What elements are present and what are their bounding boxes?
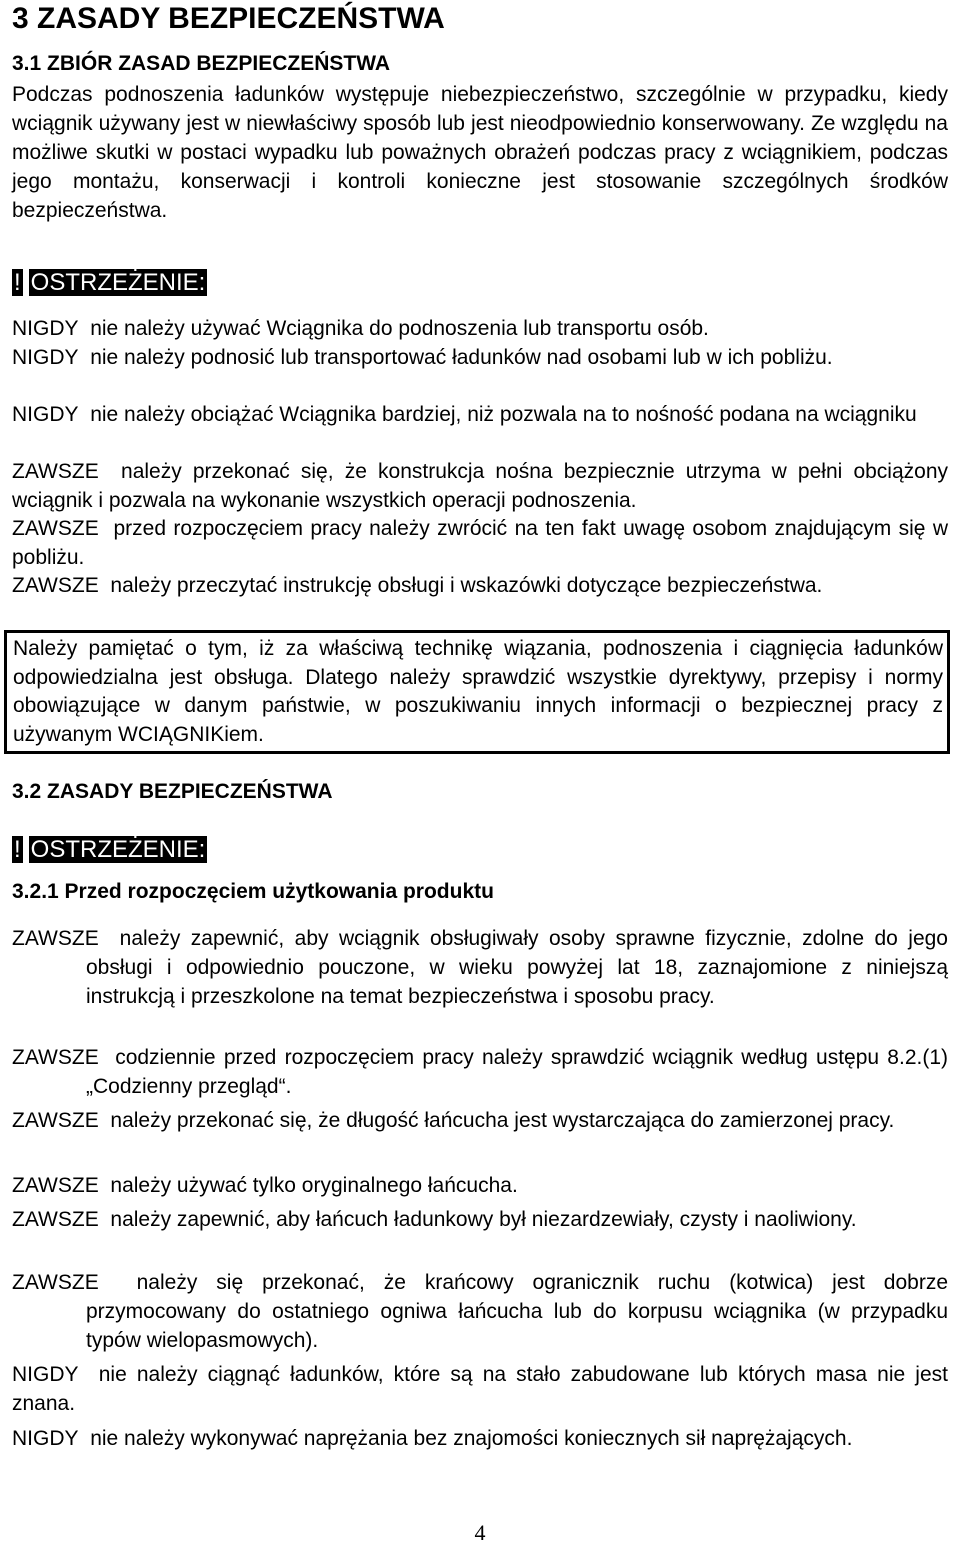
warning-label: OSTRZEŻENIE: bbox=[30, 269, 206, 296]
rule-keyword: NIGDY bbox=[12, 346, 79, 369]
rule-keyword: NIGDY bbox=[12, 1427, 79, 1450]
rule-item bbox=[12, 1360, 948, 1418]
rule-keyword: ZAWSZE bbox=[12, 1046, 99, 1069]
rule-keyword: NIGDY bbox=[12, 317, 79, 340]
warning-label: OSTRZEŻENIE: bbox=[30, 836, 206, 863]
rule-text: należy przekonać się, że konstrukcja nośna bezpiecznie utrzyma w pełni obciążony wciągnik i pozwala na wykonanie wszystkich operacji podnoszenia. bbox=[12, 460, 949, 512]
section-3-1-heading: 3.1 ZBIÓR ZASAD BEZPIECZEŃSTWA bbox=[12, 52, 391, 75]
rule-text: nie należy wykonywać naprężania bez znajomości koniecznych sił naprężających. bbox=[90, 1427, 853, 1450]
rule-text: nie należy obciążać Wciągnika bardziej, niż pozwala na to nośność podana na wciągniku bbox=[90, 403, 917, 426]
rule-keyword: NIGDY bbox=[12, 403, 79, 426]
section-3-2-heading: 3.2 ZASADY BEZPIECZEŃSTWA bbox=[12, 780, 333, 803]
rule-item bbox=[12, 1043, 948, 1101]
rule-item bbox=[12, 457, 948, 515]
rule-keyword: ZAWSZE bbox=[12, 1271, 99, 1294]
rule-text: należy zapewnić, aby łańcuch ładunkowy był niezardzewiały, czysty i naoliwiony. bbox=[110, 1208, 857, 1231]
rule-keyword: ZAWSZE bbox=[12, 1109, 99, 1132]
rule-item bbox=[12, 924, 948, 1011]
responsibility-note-box: Należy pamiętać o tym, iż za właściwą technikę wiązania, podnoszenia i ciągnięcia ładunków odpowiedzialna jest obsługa. Dlatego należy sprawdzić wszystkie dyrektywy, przepisy i normy obowiązujące w danym państwie, w poszukiwaniu innych informacji o bezpiecznej pracy z używanym WCIĄGNIKiem. bbox=[4, 630, 950, 754]
rule-text: przed rozpoczęciem pracy należy zwrócić na ten fakt uwagę osobom znajdującym się w pobliżu. bbox=[12, 517, 949, 569]
rule-text: należy używać tylko oryginalnego łańcucha. bbox=[110, 1174, 518, 1197]
section-3-1-intro: Podczas podnoszenia ładunków występuje niebezpieczeństwo, szczególnie w przypadku, kiedy wciągnik używany jest w niewłaściwy sposób lub jest nieodpowiednio konserwowany. Ze względu na możliwe skutki w postaci wypadku lub poważnych obrażeń podczas pracy z wciągnikiem, podczas jego montażu, konserwacji i kontroli konieczne jest stosowanie szczególnych środków bezpieczeństwa. bbox=[12, 83, 948, 222]
rule-item bbox=[12, 1268, 948, 1355]
rule-item bbox=[12, 1205, 948, 1234]
rule-text: nie należy używać Wciągnika do podnoszenia lub transportu osób. bbox=[90, 317, 709, 340]
warning-banner-1 bbox=[12, 268, 207, 298]
rule-text: należy przekonać się, że długość łańcucha jest wystarczająca do zamierzonej pracy. bbox=[110, 1109, 895, 1132]
rule-item bbox=[12, 571, 948, 600]
rule-item bbox=[12, 514, 948, 572]
rule-text: codziennie przed rozpoczęciem pracy należy sprawdzić wciągnik według ustępu 8.2.(1) „Codzienny przegląd“. bbox=[86, 1046, 948, 1098]
rule-keyword: NIGDY bbox=[12, 1363, 79, 1386]
chapter-title: 3 ZASADY BEZPIECZEŃSTWA bbox=[12, 2, 445, 35]
rule-item bbox=[12, 343, 948, 372]
page-number: 4 bbox=[474, 1520, 486, 1545]
subsection-3-2-1-heading: 3.2.1 Przed rozpoczęciem użytkowania produktu bbox=[12, 880, 494, 903]
rule-text: należy zapewnić, aby wciągnik obsługiwały osoby sprawne fizycznie, zdolne do jego obsługi i odpowiednio pouczone, w wieku powyżej lat 18, zaznajomione z niniejszą instrukcją i przeszkolone na temat bezpieczeństwa i sposobu pracy. bbox=[86, 927, 948, 1008]
rule-item bbox=[12, 1171, 948, 1200]
rule-text: nie należy podnosić lub transportować ładunków nad osobami lub w ich pobliżu. bbox=[90, 346, 833, 369]
rule-keyword: ZAWSZE bbox=[12, 460, 99, 483]
rule-keyword: ZAWSZE bbox=[12, 517, 99, 540]
rule-item bbox=[12, 314, 948, 343]
rule-item bbox=[12, 400, 948, 429]
rule-text: nie należy ciągnąć ładunków, które są na stało zabudowane lub których masa nie jest znana. bbox=[12, 1363, 948, 1415]
warning-mark: ! bbox=[14, 836, 21, 863]
rule-keyword: ZAWSZE bbox=[12, 1174, 99, 1197]
rule-text: należy się przekonać, że krańcowy ogranicznik ruchu (kotwica) jest dobrze przymocowany do ostatniego ogniwa łańcucha lub do korpusu wciągnika (w przypadku typów wielopasmowych). bbox=[86, 1271, 948, 1352]
rule-keyword: ZAWSZE bbox=[12, 1208, 99, 1231]
rule-text: należy przeczytać instrukcję obsługi i wskazówki dotyczące bezpieczeństwa. bbox=[110, 574, 823, 597]
rule-item bbox=[12, 1106, 948, 1135]
warning-banner-2 bbox=[12, 835, 207, 865]
rule-keyword: ZAWSZE bbox=[12, 574, 99, 597]
warning-mark: ! bbox=[14, 269, 21, 296]
rule-item bbox=[12, 1424, 948, 1453]
rule-keyword: ZAWSZE bbox=[12, 927, 99, 950]
